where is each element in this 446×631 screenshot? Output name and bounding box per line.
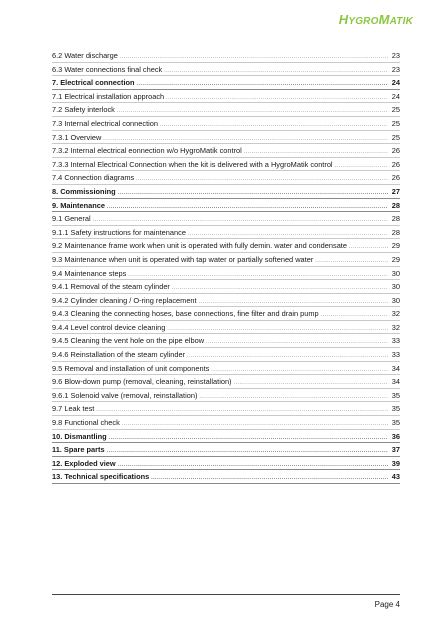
- toc-entry-page: 43: [391, 472, 400, 482]
- toc-entry-page: 35: [391, 418, 400, 428]
- toc-entry-page: 26: [391, 146, 400, 156]
- toc-entry-page: 29: [391, 254, 400, 264]
- toc-entry-label: 7.3 Internal electrical connection: [52, 118, 158, 128]
- toc-entry[interactable]: [52, 307, 400, 321]
- toc-entry[interactable]: [52, 158, 400, 172]
- toc-entry-page: 26: [391, 159, 400, 169]
- logo-text-ygro: YGRO: [348, 16, 379, 27]
- toc-entry-page: 29: [391, 241, 400, 251]
- toc-entry-page: 32: [391, 309, 400, 319]
- toc-entry-label: 9.4.1 Removal of the steam cylinder: [52, 282, 170, 292]
- toc-entry-page: 34: [391, 377, 400, 387]
- toc-entry-label: 9.7 Leak test: [52, 404, 95, 414]
- toc-entry-label: 9.1.1 Safety instructions for maintenance: [52, 227, 186, 237]
- toc-entry-page: 25: [391, 118, 400, 128]
- toc-entry[interactable]: [52, 267, 400, 281]
- toc-chapter-entry[interactable]: [52, 457, 400, 471]
- toc-entry-page: 37: [391, 445, 400, 455]
- logo-text-atik: ATIK: [389, 16, 413, 27]
- toc-entry-page: 25: [391, 105, 400, 115]
- toc-entry-page: 30: [391, 282, 400, 292]
- toc-entry[interactable]: [52, 375, 400, 389]
- toc-entry-label: 9.4.2 Cylinder cleaning / O-ring replacement: [52, 295, 197, 305]
- toc-entry[interactable]: [52, 362, 400, 376]
- toc-entry-label: 9.2 Maintenance frame work when unit is operated with fully demin. water and condensate: [52, 241, 347, 251]
- toc-entry-page: 28: [391, 214, 400, 224]
- toc-entry-label: 9.4.6 Reinstallation of the steam cylinder: [52, 350, 186, 360]
- logo-letter-h: H: [338, 12, 349, 27]
- toc-entry-page: 36: [391, 431, 400, 441]
- toc-entry-label: 9.1 General: [52, 214, 91, 224]
- toc-chapter-entry[interactable]: [52, 430, 400, 444]
- toc-entry-label: 6.3 Water connections final check: [52, 64, 163, 74]
- toc-entry[interactable]: [52, 117, 400, 131]
- toc-entry-label: 9. Maintenance: [52, 200, 105, 210]
- toc-entry[interactable]: [52, 226, 400, 240]
- toc-chapter-entry[interactable]: [52, 470, 400, 484]
- toc-chapter-entry[interactable]: [52, 199, 400, 213]
- toc-entry-page: 26: [391, 173, 400, 183]
- toc-entry-label: 9.4.3 Cleaning the connecting hoses, base connections, fine filter and drain pump: [52, 309, 319, 319]
- toc-entry-label: 11. Spare parts: [52, 445, 105, 455]
- toc-entry-page: 28: [391, 227, 400, 237]
- toc-entry[interactable]: [52, 321, 400, 335]
- toc-entry-page: 32: [391, 322, 400, 332]
- toc-entry[interactable]: [52, 144, 400, 158]
- toc-entry-page: 35: [391, 390, 400, 400]
- toc-entry-label: 9.4.4 Level control device cleaning: [52, 322, 166, 332]
- toc-entry-label: 6.2 Water discharge: [52, 51, 118, 60]
- toc-chapter-entry[interactable]: [52, 443, 400, 457]
- toc-entry[interactable]: [52, 239, 400, 253]
- toc-entry-page: 23: [391, 64, 400, 74]
- page-number: Page 4: [374, 600, 400, 609]
- toc-entry-label: 9.4 Maintenance steps: [52, 268, 127, 278]
- toc-entry-page: 28: [391, 200, 400, 210]
- toc-entry[interactable]: [52, 294, 400, 308]
- toc-entry-label: 7.1 Electrical installation approach: [52, 91, 165, 101]
- toc-entry[interactable]: [52, 389, 400, 403]
- toc-entry-label: 9.6 Blow-down pump (removal, cleaning, reinstallation): [52, 377, 232, 387]
- footer-divider: [52, 594, 400, 595]
- toc-entry-label: 7.3.2 Internal electrical eonnection w/o HygroMatik control: [52, 146, 242, 156]
- toc-entry-page: 35: [391, 404, 400, 414]
- toc-entry-page: 34: [391, 363, 400, 373]
- toc-entry-page: 30: [391, 268, 400, 278]
- toc-entry[interactable]: [52, 334, 400, 348]
- toc-leader-dots: [151, 470, 388, 486]
- toc-entry-label: 7.3.1 Overview: [52, 132, 102, 142]
- toc-entry[interactable]: [52, 131, 400, 145]
- toc-chapter-entry[interactable]: [52, 76, 400, 90]
- toc-entry-page: 33: [391, 336, 400, 346]
- toc-entry[interactable]: [52, 348, 400, 362]
- toc-entry-label: 10. Dismantling: [52, 431, 107, 441]
- toc-entry[interactable]: [52, 90, 400, 104]
- toc-entry-label: 9.4.5 Cleaning the vent hole on the pipe elbow: [52, 336, 205, 346]
- toc-entry[interactable]: [52, 49, 400, 63]
- toc-entry-page: 23: [391, 51, 400, 60]
- toc-entry[interactable]: [52, 171, 400, 185]
- toc-entry-label: 13. Technical specifications: [52, 472, 150, 482]
- toc-entry[interactable]: [52, 402, 400, 416]
- toc-entry-page: 27: [391, 186, 400, 196]
- brand-logo: [339, 11, 413, 29]
- toc-entry-label: 9.3 Maintenance when unit is operated with tap water or partially softened water: [52, 254, 314, 264]
- toc-entry-page: 30: [391, 295, 400, 305]
- toc-entry-page: 39: [391, 458, 400, 468]
- toc-entry-label: 9.6.1 Solenoid valve (removal, reinstallation): [52, 390, 198, 400]
- table-of-contents: [52, 49, 400, 484]
- toc-entry[interactable]: [52, 280, 400, 294]
- toc-entry-page: 33: [391, 350, 400, 360]
- toc-entry-label: 7.4 Connection diagrams: [52, 173, 135, 183]
- toc-entry[interactable]: [52, 212, 400, 226]
- logo-letter-m: M: [378, 12, 390, 27]
- toc-entry-label: 7. Electrical connection: [52, 78, 135, 88]
- toc-entry[interactable]: [52, 416, 400, 430]
- toc-entry-label: 9.5 Removal and installation of unit components: [52, 363, 210, 373]
- toc-entry[interactable]: [52, 253, 400, 267]
- toc-entry-label: 12. Exploded view: [52, 458, 116, 468]
- toc-entry-label: 7.3.3 Internal Electrical Connection when the kit is delivered with a HygroMatik control: [52, 159, 333, 169]
- toc-entry-label: 9.8 Functional check: [52, 418, 120, 428]
- toc-entry-label: 7.2 Safety interlock: [52, 105, 115, 115]
- toc-entry-page: 24: [391, 91, 400, 101]
- toc-entry[interactable]: [52, 103, 400, 117]
- toc-entry-page: 25: [391, 132, 400, 142]
- toc-entry-page: 24: [391, 78, 400, 88]
- toc-chapter-entry[interactable]: [52, 185, 400, 199]
- toc-entry-label: 8. Commissioning: [52, 186, 116, 196]
- toc-entry[interactable]: [52, 63, 400, 77]
